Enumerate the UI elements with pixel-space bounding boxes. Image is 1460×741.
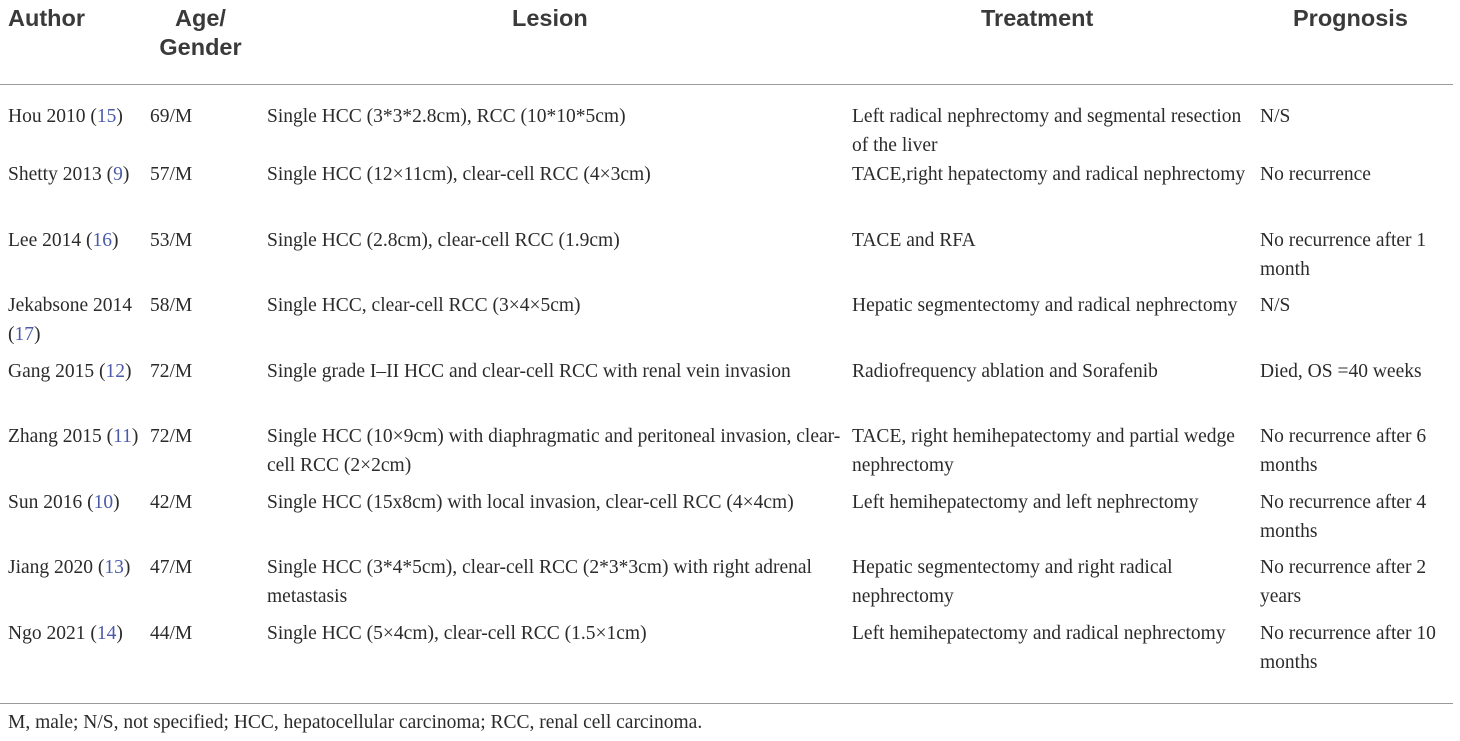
cell-age-gender: 53/M (150, 229, 193, 251)
cell-lesion: Single HCC, clear-cell RCC (3×4×5cm) (267, 295, 581, 316)
cell-lesion: Single HCC (3*3*2.8cm), RCC (10*10*5cm) (267, 106, 626, 127)
table-row (0, 85, 1453, 161)
cell-treatment: Radiofrequency ablation and Sorafenib (852, 360, 1158, 382)
cell-author: Shetty 2013 (9) (8, 164, 130, 185)
cell-lesion: Single HCC (12×11cm), clear-cell RCC (4×3cm) (267, 164, 651, 185)
cell-lesion: Single HCC (10×9cm) with diaphragmatic and peritoneal invasion, clear-cell RCC (2×2cm) (267, 426, 841, 476)
cell-prognosis: No recurrence after 10 months (1252, 619, 1453, 704)
table-body (0, 85, 1453, 704)
author-name: Jekabsone 2014 (8, 295, 133, 316)
table-header-row (0, 0, 1453, 85)
cell-treatment: Hepatic segmentectomy and radical nephrectomy (852, 295, 1238, 316)
cell-age-gender: 72/M (150, 426, 193, 447)
header-author: Author (0, 0, 142, 85)
author-name: Lee 2014 (8, 229, 82, 251)
table-row (0, 226, 1453, 292)
cell-author: Ngo 2021 (14) (0, 619, 142, 704)
table-row (0, 357, 1453, 423)
cell-treatment: Left hemihepatectomy and left nephrectomy (852, 491, 1199, 513)
reference-link[interactable]: 14 (96, 622, 117, 644)
table-row (0, 291, 1453, 357)
author-name: Jiang 2020 (8, 557, 94, 578)
cell-age-gender: 47/M (150, 557, 193, 578)
cell-treatment: Left radical nephrectomy and segmental resection of the liver (852, 106, 1242, 156)
reference-link[interactable]: 11 (113, 426, 132, 447)
cell-treatment: TACE and RFA (852, 229, 976, 251)
table-row (0, 422, 1453, 488)
cell-treatment: TACE, right hemihepatectomy and partial wedge nephrectomy (852, 426, 1235, 476)
author-name: Ngo 2021 (8, 622, 86, 644)
cell-age-gender: 42/M (150, 491, 193, 513)
author-name: Shetty 2013 (8, 164, 102, 185)
reference-link[interactable]: 9 (113, 164, 123, 185)
reference-link[interactable]: 17 (14, 324, 34, 345)
cell-age-gender: 69/M (150, 106, 193, 127)
table-row (0, 160, 1453, 226)
cell-lesion: Single HCC (5×4cm), clear-cell RCC (1.5×1cm) (259, 619, 844, 704)
cell-age-gender: 72/M (150, 360, 193, 382)
cell-author: Sun 2016 (10) (8, 491, 120, 513)
author-name: Sun 2016 (8, 491, 83, 513)
cell-lesion: Single HCC (2.8cm), clear-cell RCC (1.9cm) (267, 229, 620, 251)
cell-age-gender: 58/M (150, 295, 193, 316)
cell-author: Jiang 2020 (13) (8, 557, 131, 578)
header-age-line1: Age/ (175, 5, 226, 31)
table-row (0, 488, 1453, 554)
cell-prognosis: Died, OS =40 weeks (1260, 360, 1422, 382)
cell-author: Lee 2014 (16) (8, 229, 119, 251)
reference-link[interactable]: 13 (104, 557, 124, 578)
header-age-line2: Gender (159, 34, 242, 60)
cell-author: Hou 2010 (15) (8, 106, 123, 127)
cell-prognosis: N/S (1260, 295, 1291, 316)
table-row (0, 553, 1453, 619)
author-name: Gang 2015 (8, 360, 95, 382)
cell-lesion: Single HCC (3*4*5cm), clear-cell RCC (2*3*3cm) with right adrenal metastasis (267, 557, 812, 607)
table-row (0, 619, 1453, 704)
author-name: Zhang 2015 (8, 426, 102, 447)
cell-lesion: Single HCC (15x8cm) with local invasion, clear-cell RCC (4×4cm) (267, 491, 794, 513)
cell-prognosis: No recurrence after 1 month (1260, 229, 1427, 280)
reference-link[interactable]: 10 (93, 491, 114, 513)
cell-prognosis: No recurrence after 6 months (1260, 426, 1427, 476)
cell-prognosis: No recurrence after 2 years (1260, 557, 1427, 607)
cell-prognosis: N/S (1260, 106, 1291, 127)
header-age-gender (142, 0, 259, 85)
cell-age-gender: 57/M (150, 164, 193, 185)
header-prognosis: Prognosis (1252, 0, 1453, 85)
reference-link[interactable]: 12 (105, 360, 125, 382)
table-footnote: M, male; N/S, not specified; HCC, hepatocellular carcinoma; RCC, renal cell carcinoma. (8, 712, 703, 733)
cell-lesion: Single grade I–II HCC and clear-cell RCC with renal vein invasion (267, 360, 791, 382)
cell-prognosis: No recurrence (1260, 164, 1371, 185)
cell-author: Jekabsone 2014 (17) (8, 295, 133, 345)
cell-author: Zhang 2015 (11) (8, 426, 139, 447)
author-name: Hou 2010 (8, 106, 86, 127)
cell-age-gender: 44/M (142, 619, 259, 704)
cell-treatment: Left hemihepatectomy and radical nephrectomy (844, 619, 1252, 704)
cell-treatment: Hepatic segmentectomy and right radical nephrectomy (852, 557, 1173, 607)
cell-author: Gang 2015 (12) (8, 360, 132, 382)
reference-link[interactable]: 16 (92, 229, 112, 251)
cell-prognosis: No recurrence after 4 months (1260, 491, 1427, 542)
header-lesion: Lesion (259, 0, 844, 85)
reference-link[interactable]: 15 (96, 106, 117, 127)
header-treatment: Treatment (844, 0, 1252, 85)
cell-treatment: TACE,right hepatectomy and radical nephrectomy (852, 164, 1246, 185)
